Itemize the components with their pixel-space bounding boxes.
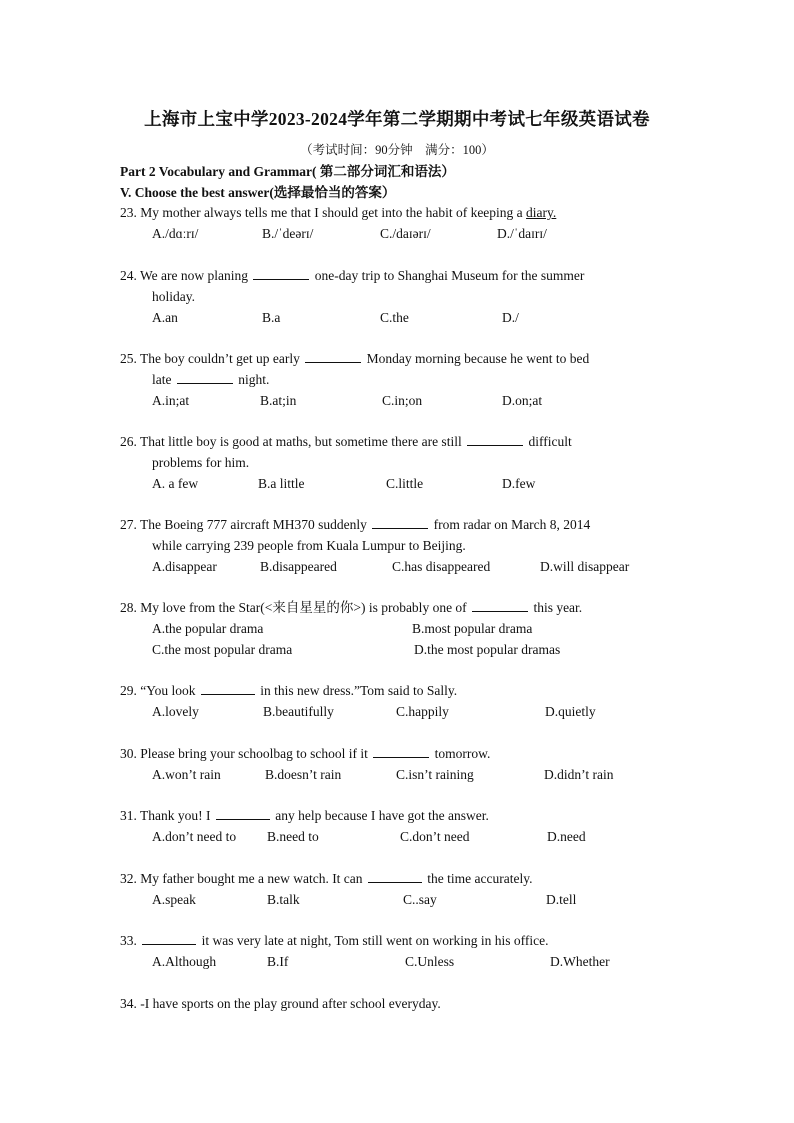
question-28 — [120, 597, 680, 660]
option-a[interactable]: A.in;at — [152, 393, 190, 408]
options-row — [120, 639, 680, 660]
option-d[interactable]: D.didn’t rain — [544, 767, 614, 782]
option-b[interactable]: B.a little — [258, 476, 305, 491]
question-stem-start: 29. “You look — [120, 683, 196, 698]
option-b[interactable]: B.need to — [267, 829, 319, 844]
option-a[interactable]: A.an — [152, 310, 178, 325]
exam-subtitle: （考试时间：90分钟 满分：100） — [300, 143, 494, 157]
question-stem-start: 24. We are now planing — [120, 268, 249, 283]
options-row — [120, 618, 680, 639]
section-heading: V. Choose the best answer(选择最恰当的答案） — [120, 185, 396, 200]
option-d[interactable]: D.tell — [546, 892, 577, 907]
option-c[interactable]: C.happily — [396, 704, 449, 719]
part-heading: Part 2 Vocabulary and Grammar( 第二部分词汇和语法） — [120, 164, 455, 179]
option-d[interactable]: D.quietly — [545, 704, 596, 719]
answer-blank — [368, 868, 422, 883]
option-a[interactable]: A.the popular drama — [152, 621, 264, 636]
option-b[interactable]: B./ˈdeərɪ/ — [262, 226, 314, 241]
question-stem-start: 27. The Boeing 777 aircraft MH370 suddenly — [120, 517, 367, 532]
question-stem-end: this year. — [533, 600, 583, 615]
options-row — [120, 701, 680, 722]
question-23 — [120, 202, 680, 244]
option-d[interactable]: D.on;at — [502, 393, 543, 408]
option-c[interactable]: C./daɪərɪ/ — [380, 226, 431, 241]
option-c[interactable]: C.in;on — [382, 393, 423, 408]
options-row — [120, 307, 680, 328]
options-row — [120, 473, 680, 494]
options-row — [120, 764, 680, 785]
option-d[interactable]: D.few — [502, 476, 536, 491]
question-stem-end: from radar on March 8, 2014 — [433, 517, 591, 532]
question-stem-start: 28. My love from the Star(<来自星星的你>) is probably one of — [120, 600, 467, 615]
option-b[interactable]: B.most popular drama — [412, 621, 533, 636]
question-continuation: problems for him. — [152, 455, 250, 470]
question-stem: 23. My mother always tells me that I should get into the habit of keeping a — [120, 205, 523, 220]
option-b[interactable]: B.a — [262, 310, 281, 325]
question-stem-end: one-day trip to Shanghai Museum for the summer — [314, 268, 585, 283]
question-stem: 34. -I have sports on the play ground after school everyday. — [120, 996, 441, 1011]
option-b[interactable]: B.beautifully — [263, 704, 334, 719]
option-a[interactable]: A.speak — [152, 892, 196, 907]
option-a[interactable]: A./dɑːrɪ/ — [152, 226, 199, 241]
options-row — [120, 390, 680, 411]
option-b[interactable]: B.disappeared — [260, 559, 337, 574]
question-33 — [120, 930, 680, 972]
question-stem-end: it was very late at night, Tom still went on working in his office. — [201, 933, 549, 948]
option-b[interactable]: B.doesn’t rain — [265, 767, 342, 782]
question-31 — [120, 805, 680, 847]
option-c[interactable]: C.the most popular drama — [152, 642, 293, 657]
option-c[interactable]: C.the — [380, 310, 409, 325]
option-c[interactable]: C.has disappeared — [392, 559, 491, 574]
option-b[interactable]: B.talk — [267, 892, 300, 907]
option-b[interactable]: B.at;in — [260, 393, 297, 408]
question-stem-end: tomorrow. — [434, 746, 491, 761]
options-row — [120, 889, 680, 910]
question-32 — [120, 868, 680, 910]
option-d[interactable]: D.need — [547, 829, 586, 844]
options-row — [120, 826, 680, 847]
answer-blank — [216, 805, 270, 820]
question-26 — [120, 431, 680, 494]
question-stem-end: in this new dress.”Tom said to Sally. — [260, 683, 458, 698]
option-c[interactable]: C.little — [386, 476, 424, 491]
option-a[interactable]: A.disappear — [152, 559, 217, 574]
question-stem-end: the time accurately. — [427, 871, 533, 886]
underlined-word: diary. — [526, 205, 557, 220]
options-row — [120, 556, 680, 577]
question-stem-start: 25. The boy couldn’t get up early — [120, 351, 300, 366]
option-c[interactable]: C.Unless — [405, 954, 455, 969]
question-stem-start: 31. Thank you! I — [120, 808, 211, 823]
question-continuation-end: night. — [238, 372, 270, 387]
option-c[interactable]: C..say — [403, 892, 437, 907]
question-24 — [120, 265, 680, 328]
option-b[interactable]: B.If — [267, 954, 289, 969]
option-c[interactable]: C.isn’t raining — [396, 767, 474, 782]
option-d[interactable]: D./ — [502, 310, 519, 325]
exam-title: 上海市上宝中学2023-2024学年第二学期期中考试七年级英语试卷 — [144, 109, 650, 129]
option-d[interactable]: D.will disappear — [540, 559, 630, 574]
option-a[interactable]: A.lovely — [152, 704, 199, 719]
answer-blank — [472, 597, 528, 612]
answer-blank — [305, 348, 361, 363]
question-25 — [120, 348, 680, 411]
answer-blank — [201, 680, 255, 695]
answer-blank — [467, 431, 523, 446]
question-continuation-start: late — [152, 372, 172, 387]
question-continuation: holiday. — [152, 289, 195, 304]
question-stem-end: any help because I have got the answer. — [275, 808, 489, 823]
question-27 — [120, 514, 680, 577]
option-c[interactable]: C.don’t need — [400, 829, 470, 844]
option-d[interactable]: D./ˈdaɪrɪ/ — [497, 226, 547, 241]
question-continuation: while carrying 239 people from Kuala Lumpur to Beijing. — [152, 538, 466, 553]
answer-blank — [142, 930, 196, 945]
question-stem-start: 26. That little boy is good at maths, but sometime there are still — [120, 434, 462, 449]
question-stem-start: 32. My father bought me a new watch. It can — [120, 871, 363, 886]
options-row — [120, 223, 680, 244]
option-a[interactable]: A. a few — [152, 476, 199, 491]
option-d[interactable]: D.the most popular dramas — [414, 642, 561, 657]
answer-blank — [177, 369, 233, 384]
answer-blank — [373, 743, 429, 758]
question-34 — [120, 993, 680, 1014]
option-d[interactable]: D.Whether — [550, 954, 610, 969]
question-stem-end: Monday morning because he went to bed — [366, 351, 590, 366]
options-row — [120, 951, 680, 972]
question-stem-start: 33. — [120, 933, 137, 948]
question-stem-start: 30. Please bring your schoolbag to school if it — [120, 746, 368, 761]
question-29 — [120, 680, 680, 722]
question-30 — [120, 743, 680, 785]
option-a[interactable]: A.won’t rain — [152, 767, 221, 782]
option-a[interactable]: A.Although — [152, 954, 217, 969]
option-a[interactable]: A.don’t need to — [152, 829, 237, 844]
question-stem-end: difficult — [528, 434, 572, 449]
answer-blank — [253, 265, 309, 280]
answer-blank — [372, 514, 428, 529]
